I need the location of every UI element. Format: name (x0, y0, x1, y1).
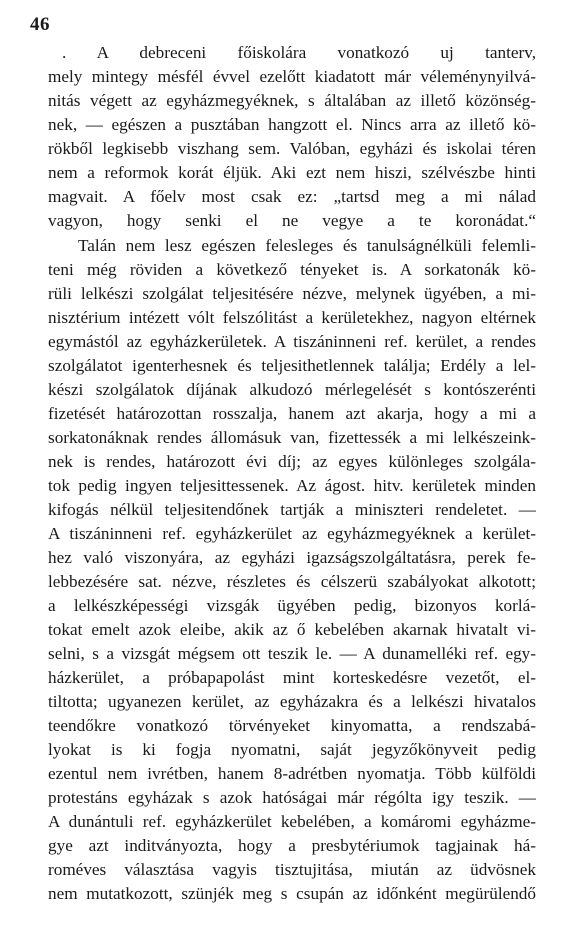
text-line: tok pedig ingyen teljesittessenek. Az ágost. hitv. kerületek minden (48, 476, 536, 495)
text-line: nem mutatkozott, szünjék meg s csupán az időnként megürülendő (48, 884, 536, 903)
text-line: hez való viszonyára, az egyházi igazságszolgáltatásra, perek fe- (48, 548, 536, 567)
text-line: kifogás nélkül teljesitendőnek tartják a miniszteri rendeletet. — (48, 500, 536, 519)
text-line: mely mintegy mésfél évvel ezelőtt kiadatott már véleménynyilvá- (48, 67, 536, 86)
text-line: teni még röviden a következő tényeket is. A sorkatonák kö- (48, 260, 536, 279)
text-line: tokat emelt azok eleibe, akik az ő kebelében akarnak hivatalt vi- (48, 620, 536, 639)
text-line: lyokat is ki fogja nyomatni, saját jegyzőkönyveit pedig (48, 740, 536, 759)
text-line: teendőkre vonatkozó törvényeket kinyomatta, a rendszabá- (48, 716, 536, 735)
text-line: rüli lelkészi szolgálat teljesitésére nézve, melynek ügyében, a mi- (48, 284, 536, 303)
text-line: nek is rendes, határozott évi díj; az egyes különleges szolgála- (48, 452, 536, 471)
text-line: a lelkészképességi vizsgák ügyében pedig, bizonyos korlá- (48, 596, 536, 615)
text-line: roméves választása vagyis tisztujitása, miután az üdvösnek (48, 860, 536, 879)
text-line: vagyon, hogy senki el ne vegye a te koronádat.“ (48, 211, 536, 230)
text-line: fizetését határozottan rosszalja, hanem azt akarja, hogy a mi a (48, 404, 536, 423)
text-line: egymástól az egyházkerületek. A tiszáninneni ref. kerület, a rendes (48, 332, 536, 351)
text-line: A tiszáninneni ref. egyházkerület az egyházmegyéknek a kerület- (48, 524, 536, 543)
text-line: lebbezésére sat. nézve, részletes és célszerü szabályokat alkotott; (48, 572, 536, 591)
text-line: készi szolgálatok díjának alkudozó mérlegelését s kontószerénti (48, 380, 536, 399)
text-line: . A debreceni főiskolára vonatkozó uj tanterv, (62, 43, 536, 62)
text-line: tiltotta; ugyanezen kerület, az egyházakra és a lelkészi hivatalos (48, 692, 536, 711)
page-number: 46 (30, 14, 50, 35)
text-line: nitás végett az egyházmegyéknek, s általában az illető közönség- (48, 91, 536, 110)
text-line: sorkatonáknak rendes állomásuk van, fizettessék a mi lelkészeink- (48, 428, 536, 447)
text-line: protestáns egyházak s azok hatóságai már régólta igy teszik. — (48, 788, 536, 807)
text-line: Talán nem lesz egészen felesleges és tanulságnélküli felemli- (78, 236, 536, 255)
text-line: nem a reformok korát éljük. Aki ezt nem hiszi, szélvészbe hinti (48, 163, 536, 182)
text-line: ezentul nem ivrétben, hanem 8-adrétben nyomatja. Több külföldi (48, 764, 536, 783)
text-line: házkerület, a próbapapolást mint korteskedésre vezetőt, el- (48, 668, 536, 687)
text-line: nek, — egészen a pusztában hangzott el. Nincs arra az illető kö- (48, 115, 536, 134)
text-line: selni, s a vizsgát mégsem ott teszik le. — A dunamelléki ref. egy- (48, 644, 536, 663)
text-line: szolgálatot igenterhesnek és teljesithetlennek találja; Erdély a lel- (48, 356, 536, 375)
text-line: rökből legkisebb viszhang sem. Valóban, egyházi és iskolai téren (48, 139, 536, 158)
text-line: gye azt inditványozta, hogy a presbytériumok tagjainak há- (48, 836, 536, 855)
text-line: magvait. A főelv most csak ez: „tartsd meg a mi nálad (48, 187, 536, 206)
text-line: nisztérium intézett vólt felszólitást a kerületekhez, nagyon eltérnek (48, 308, 536, 327)
text-line: A dunántuli ref. egyházkerület kebelében, a komáromi egyházme- (48, 812, 536, 831)
